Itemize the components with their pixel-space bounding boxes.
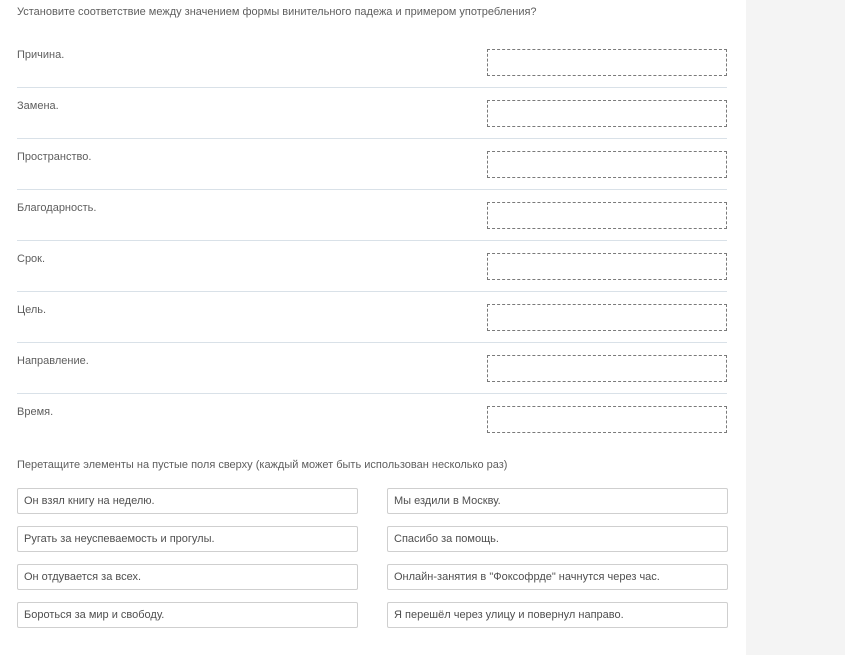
draggable-option[interactable]: Ругать за неуспеваемость и прогулы. [17, 526, 358, 552]
match-label: Время. [17, 406, 54, 418]
drop-zone[interactable] [487, 253, 727, 280]
draggable-option[interactable]: Бороться за мир и свободу. [17, 602, 358, 628]
drop-zone[interactable] [487, 151, 727, 178]
match-list [17, 37, 727, 445]
draggable-option[interactable]: Онлайн-занятия в "Фоксофрде" начнутся через час. [387, 564, 728, 590]
match-row [17, 88, 727, 139]
match-row [17, 37, 727, 88]
drag-instructions: Перетащите элементы на пустые поля сверху (каждый может быть использован несколько раз) [17, 459, 508, 471]
match-row [17, 343, 727, 394]
drop-zone[interactable] [487, 304, 727, 331]
match-label: Пространство. [17, 151, 92, 163]
match-label: Направление. [17, 355, 89, 367]
drop-zone[interactable] [487, 100, 727, 127]
match-row [17, 292, 727, 343]
draggable-option[interactable]: Он отдувается за всех. [17, 564, 358, 590]
match-row [17, 190, 727, 241]
right-side-panel [746, 0, 845, 655]
match-label: Благодарность. [17, 202, 97, 214]
match-label: Причина. [17, 49, 65, 61]
match-row [17, 241, 727, 292]
drop-zone[interactable] [487, 49, 727, 76]
drop-zone[interactable] [487, 202, 727, 229]
question-text: Установите соответствие между значением формы винительного падежа и примером употребления? [17, 6, 537, 18]
match-label: Цель. [17, 304, 47, 316]
match-row [17, 394, 727, 445]
drop-zone[interactable] [487, 355, 727, 382]
match-label: Срок. [17, 253, 46, 265]
match-label: Замена. [17, 100, 59, 112]
draggable-option[interactable]: Он взял книгу на неделю. [17, 488, 358, 514]
drop-zone[interactable] [487, 406, 727, 433]
match-row [17, 139, 727, 190]
draggable-option[interactable]: Мы ездили в Москву. [387, 488, 728, 514]
draggable-option[interactable]: Спасибо за помощь. [387, 526, 728, 552]
draggable-option[interactable]: Я перешёл через улицу и повернул направо. [387, 602, 728, 628]
